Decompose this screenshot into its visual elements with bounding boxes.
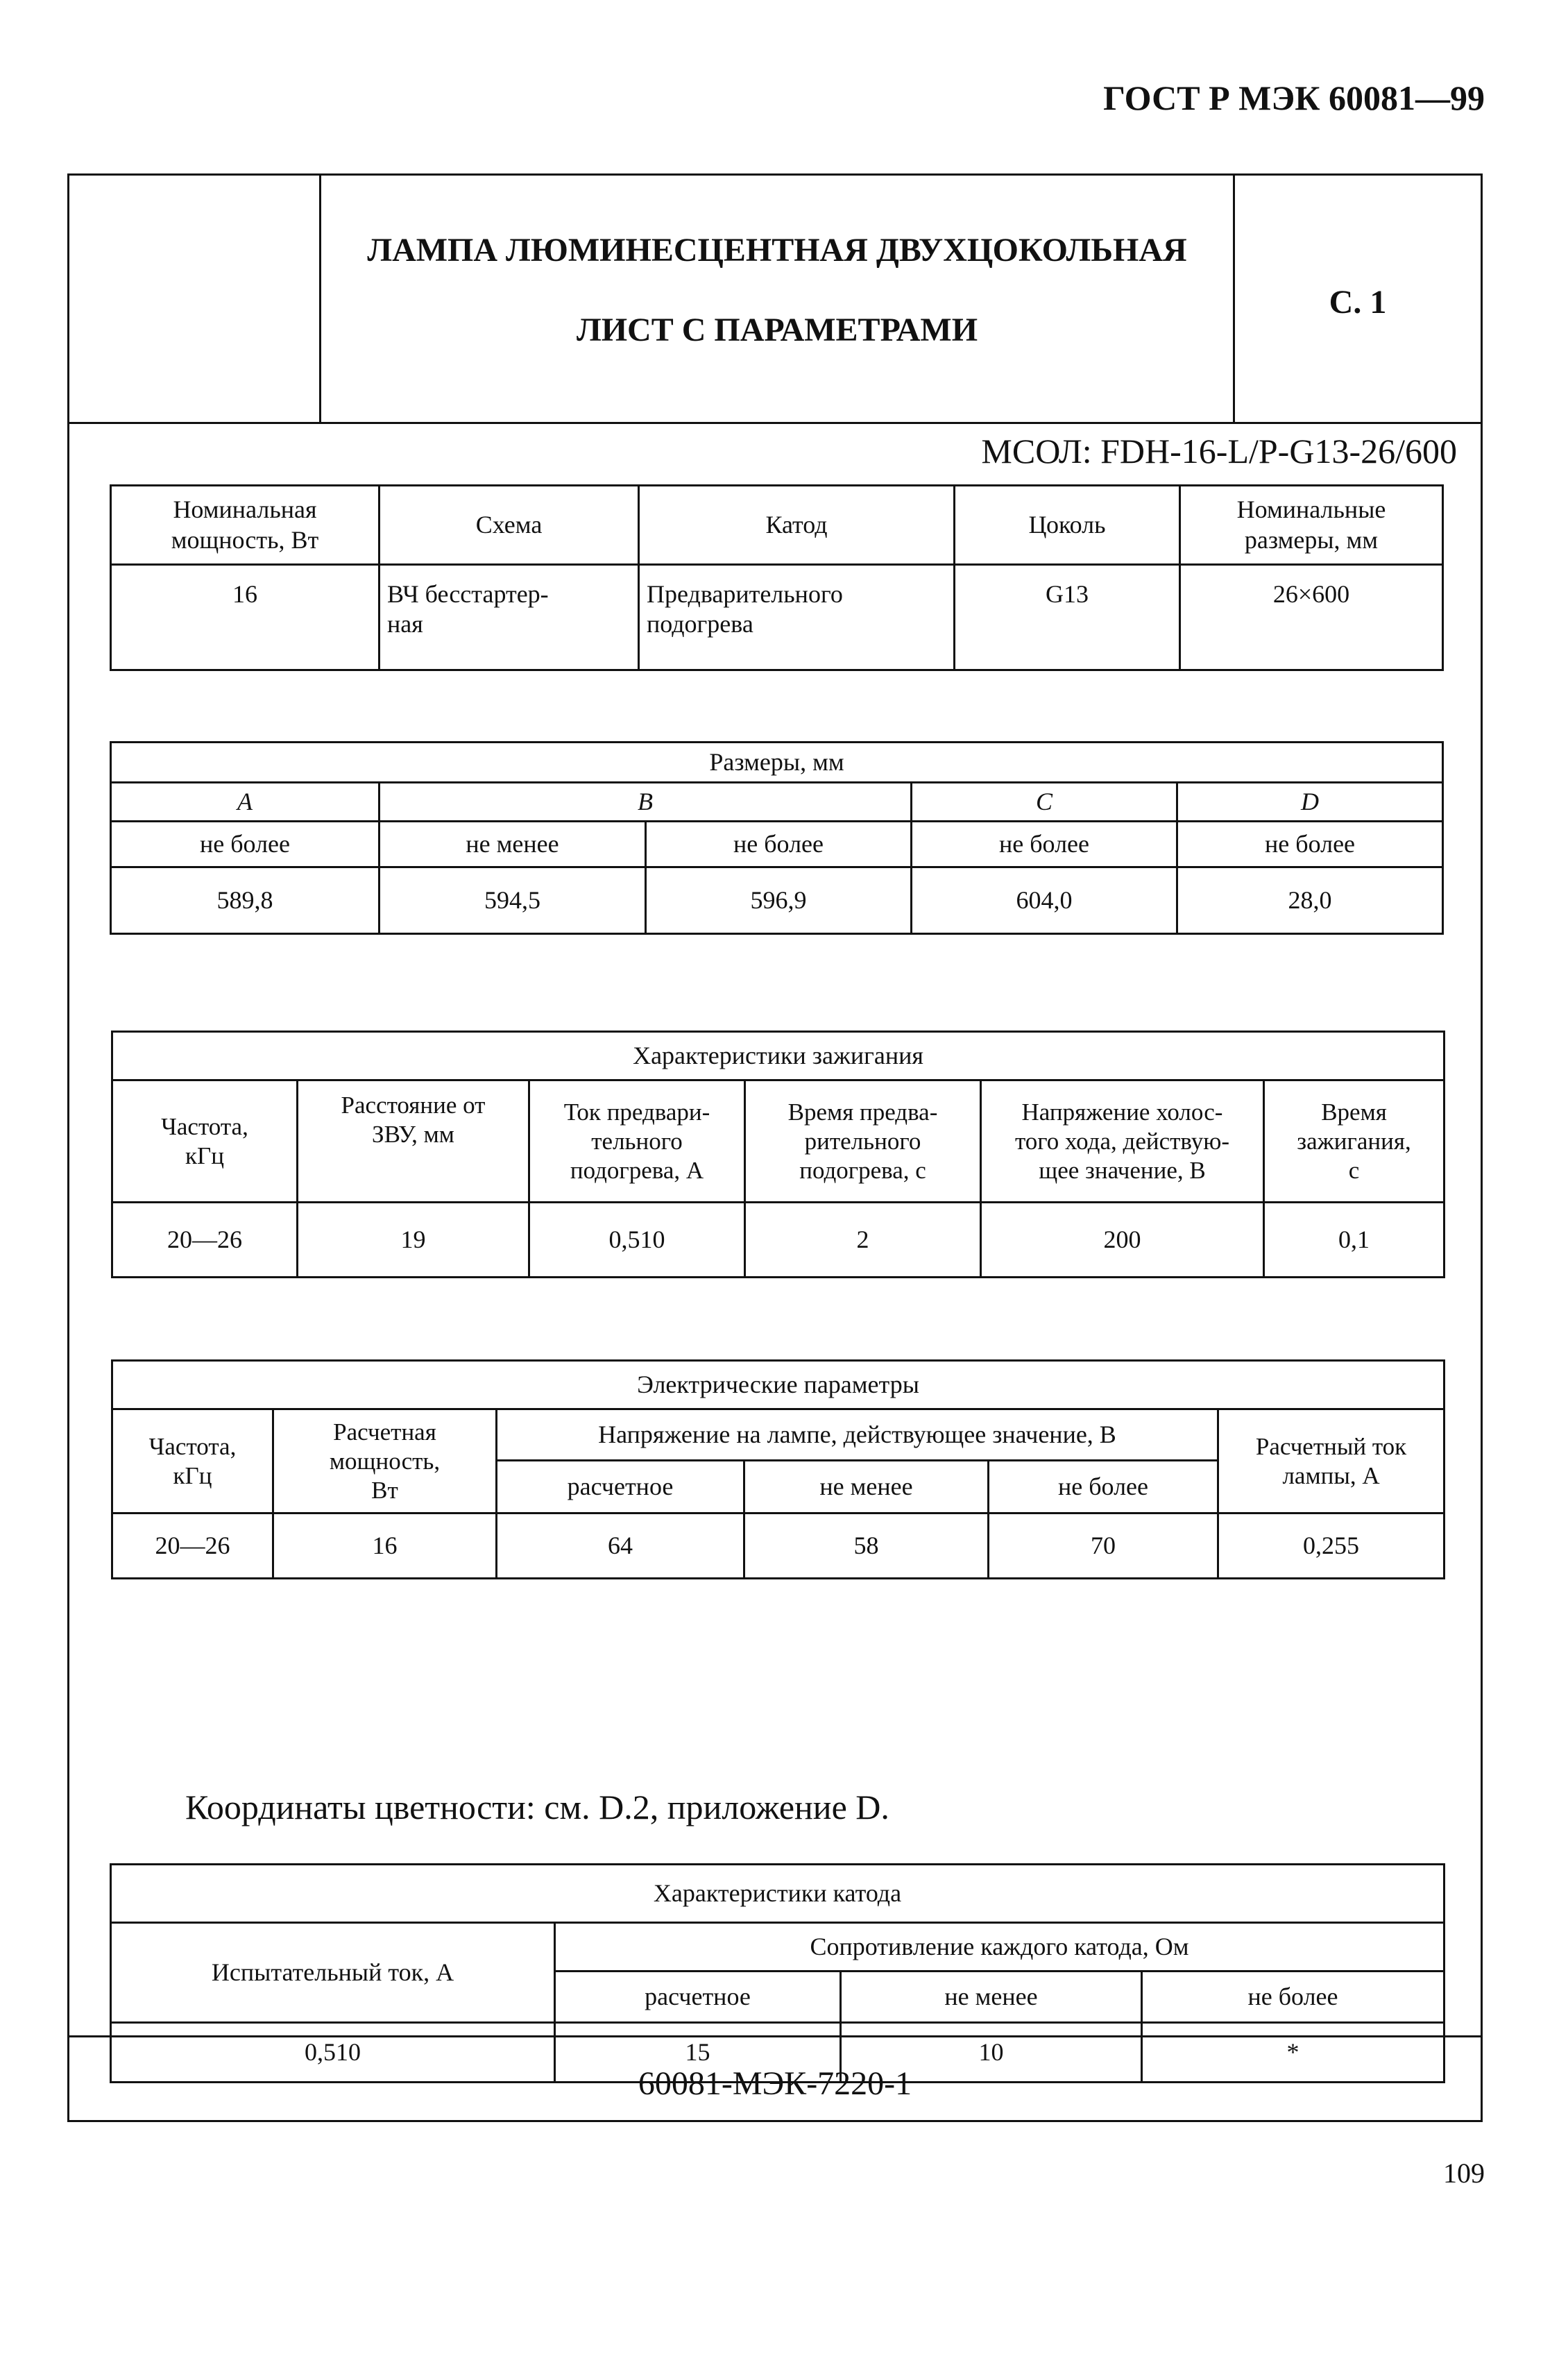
electrical-voltage-header: Напряжение на лампе, действующее значение, В xyxy=(497,1409,1218,1461)
cathode-value: 0,510 xyxy=(111,2023,555,2083)
ignition-title: Характеристики зажигания xyxy=(112,1032,1445,1080)
cathode-value: 15 xyxy=(555,2023,841,2083)
cathode-value: * xyxy=(1142,2023,1445,2083)
dim-sub: не более xyxy=(646,822,912,867)
dim-sub: не более xyxy=(1177,822,1443,867)
resistance-sub: расчетное xyxy=(555,1972,841,2023)
title-line-2: ЛИСТ С ПАРАМЕТРАМИ xyxy=(576,312,978,348)
chromaticity-note: Координаты цветности: см. D.2, приложение D. xyxy=(185,1788,889,1826)
footer-code: 60081-МЭК-7220-1 xyxy=(638,2065,912,2102)
header-power: Номинальная мощность, Вт xyxy=(111,486,380,565)
value-power: 16 xyxy=(111,565,380,670)
dim-sub: не менее xyxy=(380,822,646,867)
ignition-value: 0,1 xyxy=(1264,1203,1445,1278)
electrical-table xyxy=(111,1359,1445,1579)
ignition-header: Ток предвари- тельного подогрева, А xyxy=(529,1080,745,1203)
value-dimensions: 26×600 xyxy=(1180,565,1443,670)
header-cathode: Катод xyxy=(639,486,955,565)
main-params-table xyxy=(110,484,1444,671)
ignition-value: 2 xyxy=(745,1203,981,1278)
cathode-current-header: Испытательный ток, А xyxy=(111,1923,555,2023)
dim-value: 589,8 xyxy=(111,867,380,934)
ignition-table xyxy=(111,1031,1445,1278)
dim-d-label: D xyxy=(1177,783,1443,822)
voltage-sub: расчетное xyxy=(497,1461,744,1514)
electrical-value: 70 xyxy=(989,1514,1218,1579)
page-number: 109 xyxy=(1443,2157,1485,2189)
lamp-code: МСОЛ: FDH-16-L/P-G13-26/600 xyxy=(981,432,1457,470)
standard-header: ГОСТ Р МЭК 60081—99 xyxy=(1103,78,1485,117)
title-line-1: ЛАМПА ЛЮМИНЕСЦЕНТНАЯ ДВУХЦОКОЛЬНАЯ xyxy=(367,232,1187,269)
dim-b-label: B xyxy=(380,783,912,822)
ignition-header: Время предва- рительного подогрева, с xyxy=(745,1080,981,1203)
header-dimensions: Номинальные размеры, мм xyxy=(1180,486,1443,565)
cathode-table xyxy=(110,1863,1445,2083)
ignition-value: 20—26 xyxy=(112,1203,298,1278)
dim-sub: не более xyxy=(111,822,380,867)
dim-sub: не более xyxy=(912,822,1177,867)
dimensions-table xyxy=(110,741,1444,935)
ignition-value: 19 xyxy=(298,1203,529,1278)
ignition-value: 0,510 xyxy=(529,1203,745,1278)
dim-value: 594,5 xyxy=(380,867,646,934)
ignition-header: Напряжение холос- того хода, действую- щее значение, В xyxy=(981,1080,1264,1203)
resistance-sub: не более xyxy=(1142,1972,1445,2023)
electrical-power-header: Расчетная мощность, Вт xyxy=(273,1409,497,1514)
dim-value: 28,0 xyxy=(1177,867,1443,934)
ignition-value: 200 xyxy=(981,1203,1264,1278)
electrical-current-header: Расчетный ток лампы, А xyxy=(1218,1409,1445,1514)
ignition-header: Время зажигания, с xyxy=(1264,1080,1445,1203)
sheet-frame xyxy=(67,173,1483,2122)
resistance-sub: не менее xyxy=(841,1972,1142,2023)
voltage-sub: не менее xyxy=(744,1461,989,1514)
electrical-value: 20—26 xyxy=(112,1514,273,1579)
voltage-sub: не более xyxy=(989,1461,1218,1514)
cathode-resistance-header: Сопротивление каждого катода, Ом xyxy=(555,1923,1445,1972)
title-divider-left xyxy=(319,176,321,424)
title-bottom-line xyxy=(69,422,1481,424)
footer-divider xyxy=(69,2035,1481,2037)
value-base: G13 xyxy=(955,565,1180,670)
header-scheme: Схема xyxy=(380,486,639,565)
electrical-value: 16 xyxy=(273,1514,497,1579)
sheet-number: С. 1 xyxy=(1329,284,1387,321)
electrical-title: Электрические параметры xyxy=(112,1361,1445,1409)
header-base: Цоколь xyxy=(955,486,1180,565)
dim-c-label: C xyxy=(912,783,1177,822)
value-scheme: ВЧ бесстартер- ная xyxy=(380,565,639,670)
cathode-title: Характеристики катода xyxy=(111,1865,1445,1923)
electrical-value: 58 xyxy=(744,1514,989,1579)
cathode-value: 10 xyxy=(841,2023,1142,2083)
dimensions-title: Размеры, мм xyxy=(111,743,1443,783)
dim-a-label: A xyxy=(111,783,380,822)
ignition-header: Частота, кГц xyxy=(112,1080,298,1203)
electrical-value: 0,255 xyxy=(1218,1514,1445,1579)
dim-value: 604,0 xyxy=(912,867,1177,934)
electrical-frequency-header: Частота, кГц xyxy=(112,1409,273,1514)
dim-value: 596,9 xyxy=(646,867,912,934)
electrical-value: 64 xyxy=(497,1514,744,1579)
ignition-header: Расстояние от ЗВУ, мм xyxy=(298,1080,529,1203)
value-cathode: Предварительного подогрева xyxy=(639,565,955,670)
